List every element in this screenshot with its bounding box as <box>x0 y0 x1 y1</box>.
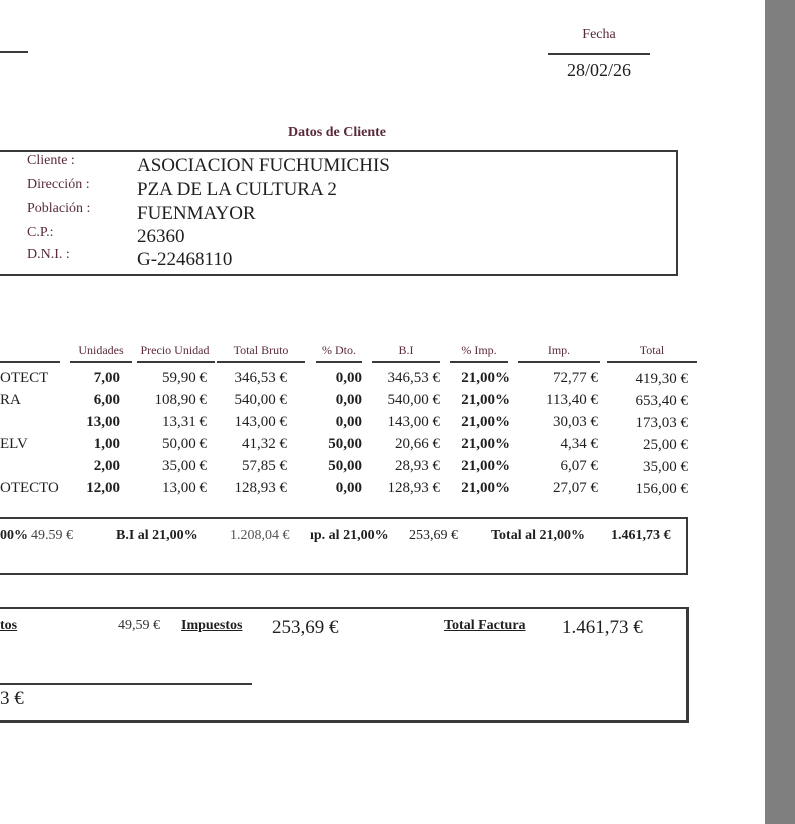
table-row <box>0 480 700 500</box>
fecha-label: Fecha <box>582 27 616 42</box>
row-bruto: 143,00 € <box>234 414 287 430</box>
scan-background-edge <box>765 0 795 824</box>
table-row <box>0 392 700 412</box>
row-precio: 13,00 € <box>162 480 207 496</box>
row-bi: 346,53 € <box>387 370 440 386</box>
row-bi: 540,00 € <box>387 392 440 408</box>
row-bi: 143,00 € <box>387 414 440 430</box>
totals-impuestos-value: 253,69 € <box>272 617 339 638</box>
city-label: Población : <box>27 201 91 216</box>
row-imp-pct: 21,00% <box>461 458 510 474</box>
row-unidades: 6,00 <box>93 392 120 408</box>
summary-bi-value: 1.208,04 € <box>230 528 290 543</box>
col-rule <box>137 361 215 363</box>
row-description: ELV <box>0 436 28 452</box>
summary-discount-label: 00% <box>0 528 28 543</box>
table-row <box>0 370 700 390</box>
table-row <box>0 414 700 434</box>
row-imp: 113,40 € <box>546 392 598 408</box>
col-rule <box>518 361 600 363</box>
row-unidades: 2,00 <box>93 458 120 474</box>
row-unidades: 7,00 <box>93 370 120 386</box>
fecha-value: 28/02/26 <box>566 60 631 80</box>
col-rule <box>607 361 697 363</box>
col-rule <box>70 361 132 363</box>
summary-discount-value: 49.59 € <box>31 528 73 543</box>
row-dto: 50,00 <box>328 458 362 474</box>
totals-divider <box>0 683 252 685</box>
row-description: OTECT <box>0 370 49 386</box>
row-precio: 13,31 € <box>162 414 207 430</box>
row-imp-pct: 21,00% <box>461 480 510 496</box>
totals-partial-value: 3 € <box>0 688 24 709</box>
totals-discount-value: 49,59 € <box>118 618 160 633</box>
row-dto: 50,00 <box>328 436 362 452</box>
total-factura-value: 1.461,73 € <box>562 617 643 638</box>
row-dto: 0,00 <box>335 370 362 386</box>
address-label: Dirección : <box>27 177 90 192</box>
table-row <box>0 458 700 478</box>
row-dto: 0,00 <box>335 414 362 430</box>
row-imp: 4,34 € <box>560 436 598 452</box>
row-description: RA <box>0 392 21 408</box>
row-total: 419,30 € <box>635 371 688 387</box>
row-imp-pct: 21,00% <box>461 392 510 408</box>
row-imp-pct: 21,00% <box>461 370 510 386</box>
row-description: OTECTO <box>0 480 59 496</box>
summary-imp-value: 253,69 € <box>409 528 458 543</box>
row-bruto: 41,32 € <box>242 436 287 452</box>
row-unidades: 13,00 <box>86 414 120 430</box>
row-imp: 30,03 € <box>553 414 598 430</box>
col-header-precio-unidad: Precio Unidad <box>140 343 210 357</box>
summary-bi-label: B.I al 21,00% <box>116 528 198 543</box>
row-imp-pct: 21,00% <box>461 436 510 452</box>
row-imp: 72,77 € <box>553 370 598 386</box>
row-bruto: 346,53 € <box>234 370 287 386</box>
row-unidades: 1,00 <box>93 436 120 452</box>
col-rule <box>0 361 60 363</box>
row-bruto: 540,00 € <box>234 392 287 408</box>
row-imp: 27,07 € <box>553 480 598 496</box>
client-section-title: Datos de Cliente <box>288 125 386 140</box>
col-rule <box>316 361 362 363</box>
row-imp: 6,07 € <box>560 458 598 474</box>
summary-total-value: 1.461,73 € <box>611 528 671 543</box>
tax-summary-box <box>0 517 688 575</box>
col-header-total: Total <box>639 343 665 357</box>
col-rule <box>372 361 440 363</box>
row-bi: 20,66 € <box>395 436 440 452</box>
col-header-unidades: Unidades <box>78 343 124 357</box>
row-total: 173,03 € <box>635 415 688 431</box>
col-header-bi: B.I <box>398 343 414 357</box>
row-total: 35,00 € <box>643 459 688 475</box>
table-row <box>0 436 700 456</box>
row-unidades: 12,00 <box>86 480 120 496</box>
client-name: ASOCIACION FUCHUMICHIS <box>137 155 390 176</box>
row-bruto: 128,93 € <box>234 480 287 496</box>
row-bi: 28,93 € <box>395 458 440 474</box>
total-factura-label: Total Factura <box>444 618 526 633</box>
col-header-imp: Imp. <box>547 343 571 357</box>
col-rule <box>450 361 508 363</box>
row-dto: 0,00 <box>335 392 362 408</box>
dni-label: D.N.I. : <box>27 247 70 262</box>
row-total: 653,40 € <box>635 393 688 409</box>
header-divider <box>0 51 28 53</box>
totals-discount-label: tos <box>0 618 18 633</box>
row-precio: 59,90 € <box>162 370 207 386</box>
row-precio: 108,90 € <box>154 392 207 408</box>
city-value: FUENMAYOR <box>137 203 256 224</box>
summary-total-label: Total al 21,00% <box>491 528 585 543</box>
client-label: Cliente : <box>27 153 75 168</box>
postal-code-label: C.P.: <box>27 225 54 240</box>
col-header-dto: % Dto. <box>322 343 356 357</box>
row-dto: 0,00 <box>335 480 362 496</box>
row-precio: 35,00 € <box>162 458 207 474</box>
row-bruto: 57,85 € <box>242 458 287 474</box>
row-precio: 50,00 € <box>162 436 207 452</box>
col-rule <box>217 361 305 363</box>
summary-imp-label: ıp. al 21,00% <box>310 528 389 543</box>
row-total: 25,00 € <box>643 437 688 453</box>
row-bi: 128,93 € <box>387 480 440 496</box>
col-header-total-bruto: Total Bruto <box>233 343 289 357</box>
col-header-imp-pct: % Imp. <box>461 343 497 357</box>
row-imp-pct: 21,00% <box>461 414 510 430</box>
totals-impuestos-label: Impuestos <box>181 618 243 633</box>
dni-value: G-22468110 <box>137 249 233 270</box>
address-value: PZA DE LA CULTURA 2 <box>137 179 337 200</box>
fecha-divider <box>548 53 650 55</box>
row-total: 156,00 € <box>635 481 688 497</box>
postal-code-value: 26360 <box>137 226 185 247</box>
